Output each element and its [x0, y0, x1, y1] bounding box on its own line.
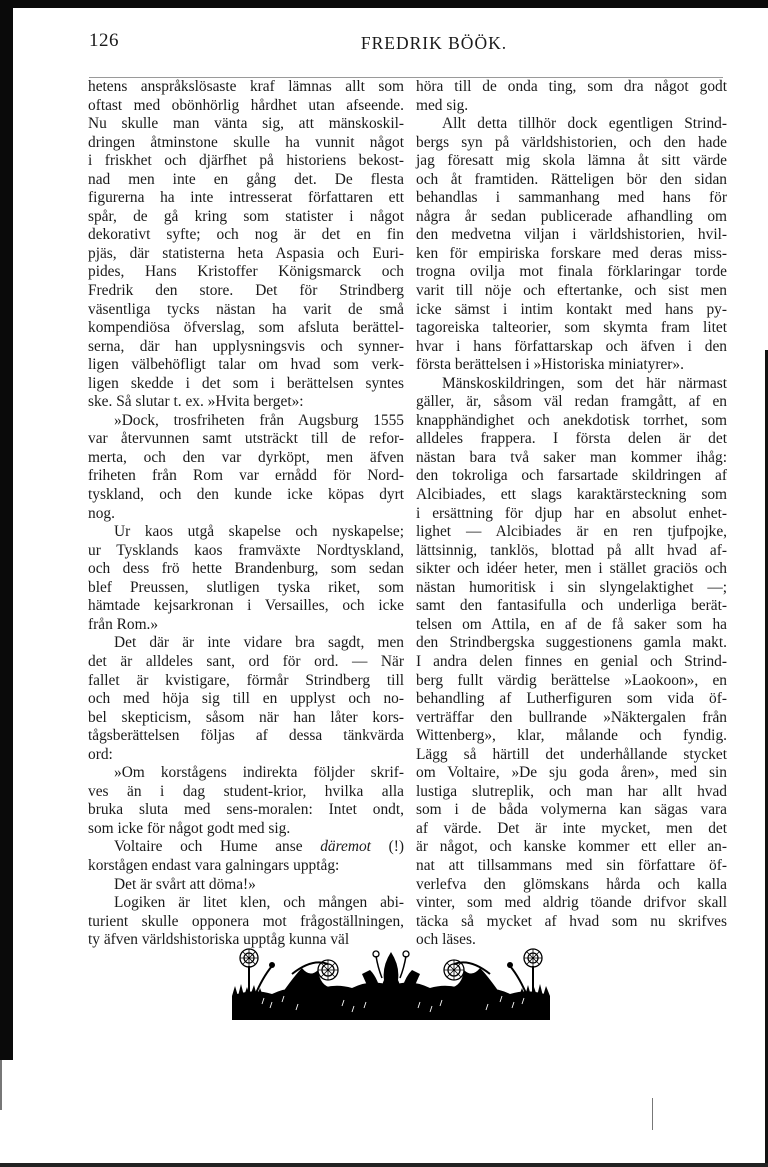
paragraph	[416, 115, 727, 375]
text-line: nästan humoritisk i sin slyngelaktighet —;	[416, 578, 727, 596]
text-line: varit till nöje och eftertanke, och sist men	[416, 282, 727, 300]
text-line: behandlas i sammanhang med hans för	[416, 189, 727, 207]
paragraph	[88, 876, 404, 895]
paragraph	[88, 838, 404, 875]
text-line: och med höja sig till en upplyst och no-	[88, 690, 404, 708]
text-line: bergs syn på världshistorien, och den hade	[416, 133, 727, 151]
text-line: korstågen endast vara galningars upptåg:	[88, 856, 340, 874]
text-line: Ur kaos utgå skapelse och nyskapelse;	[114, 523, 404, 541]
text-line: lättsinnig, tanklös, blottad på allt hvad af-	[416, 541, 727, 559]
text-line: tågsberättelsen följas af dessa tänkvärda	[88, 727, 404, 745]
text-line: »Om korstågens indirekta följder skrif-	[114, 764, 404, 782]
scan-stray-mark	[652, 1098, 653, 1130]
paragraph	[88, 894, 404, 950]
text-line: Nu skulle man vänta sig, att mänskoskil-	[88, 115, 404, 133]
text-line: behandling af Lutherfiguren som vida öf-	[416, 690, 727, 708]
text-line: om Voltaire, »De sju goda åren», med sin	[416, 764, 727, 782]
text-line: telsen om Attila, en af de få saker som ha	[416, 615, 727, 633]
text-line: några år sedan publicerade afhandling om	[416, 207, 727, 225]
text-line: merta, och den var dyrköpt, men äfven	[88, 448, 404, 466]
text-line: hämtade kejsarkronan i Versailles, och icke	[88, 597, 404, 615]
text-line: turient skulle opponera mot frågoställningen,	[88, 912, 404, 930]
text-line: nat att tillsammans med sin författare öf-	[416, 856, 727, 874]
text-line: som i de båda volymerna kan sägas vara	[416, 801, 727, 819]
text-line: med sig.	[416, 96, 469, 114]
text-line: Fredrik den store. Det för Strindberg	[88, 282, 404, 300]
text-line: från Rom.»	[88, 615, 159, 633]
text-line: i friskhet och djärfhet på historiens bekost-	[88, 152, 404, 170]
text-line: nästan bara två saker man kommer ihåg:	[416, 448, 727, 466]
text-line: ligen skedde i det som i berättelsen syntes	[88, 374, 404, 392]
text-line: pjäs, där statisterna heta Aspasia och Euri-	[88, 244, 404, 262]
text-line: Det är svårt att döma!»	[114, 875, 256, 893]
text-line: I andra delen finnes en genial och Strind-	[416, 652, 727, 670]
text-line: serna, där han upplysningsvis och synner-	[88, 337, 404, 355]
emphasis-text: däremot	[320, 838, 371, 856]
text-line: figurerna ha inte intresserat författaren ett	[88, 189, 404, 207]
text-line: ves än i dag student-krior, hvilka alla	[88, 782, 404, 800]
scan-border-left-fade	[0, 1060, 2, 1110]
text-line: berg fullt värdig berättelse »Laokoon», en	[416, 671, 727, 689]
text-line: alldeles frappera. I första delen är det	[416, 430, 727, 448]
text-line: hvar i hans författarskap och äfven i den	[416, 337, 727, 355]
text-line: Wittenberg», klar, målande och fyndig.	[416, 727, 727, 745]
text-line: lighet — Alcibiades är en ren tjufpojke,	[416, 523, 727, 541]
paragraph	[88, 523, 404, 634]
text-line: den medvetna viljan i världshistorien, hvil-	[416, 226, 727, 244]
left-column	[88, 78, 404, 950]
text-line: ty äfven världshistoriska upptåg kunna väl	[88, 931, 350, 949]
text-line: ken för empiriska forskare med deras miss-	[416, 244, 727, 262]
text-line: första berättelsen i »Historiska miniatyrer».	[416, 356, 684, 374]
text-line: sikter och idéer heter, men i stället graciös och	[416, 560, 727, 578]
text-line: jag föresatt mig skola lämna åt sitt värde	[416, 152, 727, 170]
text-line: täcka så mycket af hvad som nu skrifves	[416, 912, 727, 930]
text-line: Lägg så härtill det underhållande stycket	[416, 745, 727, 763]
text-line: spår, de gå kring som statister i något	[88, 207, 404, 225]
text-line: kompendiösa öfverslag, som afsluta berättel-	[88, 319, 404, 337]
text-line: friheten från Rom var ernådd för Nord-	[88, 467, 404, 485]
text-line: dekorativt syfte; och nog är det en fin	[88, 226, 404, 244]
text-line: »Dock, trosfriheten från Augsburg 1555	[114, 411, 404, 429]
text-line: af värde. Det är inte mycket, men det	[416, 819, 727, 837]
text-line: hetens anspråkslösaste kraf lämnas allt som	[88, 78, 404, 95]
text-line: är något, och kanske kommer ett eller an-	[416, 838, 727, 856]
text-line: ord:	[88, 745, 113, 763]
text-line: nog.	[88, 504, 115, 522]
dandelion-vignette-icon	[232, 948, 550, 1020]
paragraph	[88, 764, 404, 838]
text-line: icke sämst i intim kontakt med hans py-	[416, 300, 727, 318]
text-line: var återvunnen samt utsträckt till de refor-	[88, 430, 404, 448]
text-line: blef Preussen, slutligen tyska riket, som	[88, 578, 404, 596]
text-line: bel skepticism, såsom när han låter kors-	[88, 708, 404, 726]
text-line: det är alldeles sant, ord för ord. — När	[88, 652, 404, 670]
text-line: Alcibiades, ett slags karaktärsteckning som	[416, 486, 727, 504]
text-line: den tokroliga och farsartade skildringen af	[416, 467, 727, 485]
text-line: verträffar den bullrande »Näktergalen från	[416, 708, 727, 726]
paragraph	[88, 412, 404, 523]
text-line: Allt detta tillhör dock egentligen Strind-	[442, 115, 727, 133]
text-line: knapphändighet och anekdotisk torrhet, som	[416, 411, 727, 429]
text-line: oftast med obönhörlig hårdhet utan afseende.	[88, 96, 404, 114]
text-line: och läses.	[416, 931, 476, 949]
text-line: som icke för något godt med sig.	[88, 819, 291, 837]
text-line: lustiga slutreplik, och man har allt hvad	[416, 782, 727, 800]
text-line: pides, Hans Kristoffer Königsmarck och	[88, 263, 404, 281]
text-line: väsentliga tycks nästan ha varit de små	[88, 300, 404, 318]
page-number: 126	[89, 30, 119, 51]
text-line: den Strindbergska suggestionens gamla makt.	[416, 634, 727, 652]
scan-border-bottom	[0, 1163, 768, 1167]
text-line: samt den fantasifulla och underliga berät-	[416, 597, 727, 615]
text-line: höra till de onda ting, som dra något godt	[416, 78, 727, 95]
text-line: och åt framtiden. Rätteligen bör den sidan	[416, 170, 727, 188]
text-line: dringen åtminstone skulle ha vunnit något	[88, 133, 404, 151]
text-line: Mänskoskildringen, som det här närmast	[442, 374, 727, 392]
text-line: i ersättning för djup har en absolut enhet-	[416, 504, 727, 522]
right-column	[416, 78, 727, 950]
text-run: Voltaire och Hume anse	[114, 838, 321, 856]
running-head: FREDRIK BÖÖK.	[360, 33, 508, 53]
text-line: verlefva den glömskans hårda och kalla	[416, 875, 727, 893]
paragraph	[416, 375, 727, 950]
text-line	[88, 838, 404, 857]
text-line: vinter, som med aldrig töande drifvor skall	[416, 894, 727, 912]
paragraph	[416, 78, 727, 115]
paragraph	[88, 634, 404, 764]
text-line: ske. Så slutar t. ex. »Hvita berget»:	[88, 393, 304, 411]
text-line: trogna ovilja mot finala förklaringar torde	[416, 263, 727, 281]
text-line: ur Tysklands kaos framväxte Nordtyskland,	[88, 541, 404, 559]
paragraph	[88, 78, 404, 412]
text-line: nad men inte en gång det. De flesta	[88, 170, 404, 188]
text-line: Logiken är litet klen, och mången abi-	[114, 894, 404, 912]
scan-border-left	[0, 0, 13, 1060]
text-line: och dess frö hette Brandenburg, som sedan	[88, 560, 404, 578]
text-line: gäller, är, såsom väl redan framgått, af en	[416, 393, 727, 411]
text-line: tagoreiska talteorier, som skymta fram litet	[416, 319, 727, 337]
text-line: tyskland, och den kunde icke köpas dyrt	[88, 486, 404, 504]
text-run: (!)	[370, 838, 404, 856]
scan-border-top	[13, 0, 768, 8]
text-line: Det där är inte vidare bra sagdt, men	[114, 634, 404, 652]
text-line: bruka sluta med sens-moralen: Intet ondt,	[88, 801, 404, 819]
text-line: ligen välbehöfligt talar om hvad som verk-	[88, 356, 404, 374]
text-line: fallet är kvistigare, förmår Strindberg till	[88, 671, 404, 689]
